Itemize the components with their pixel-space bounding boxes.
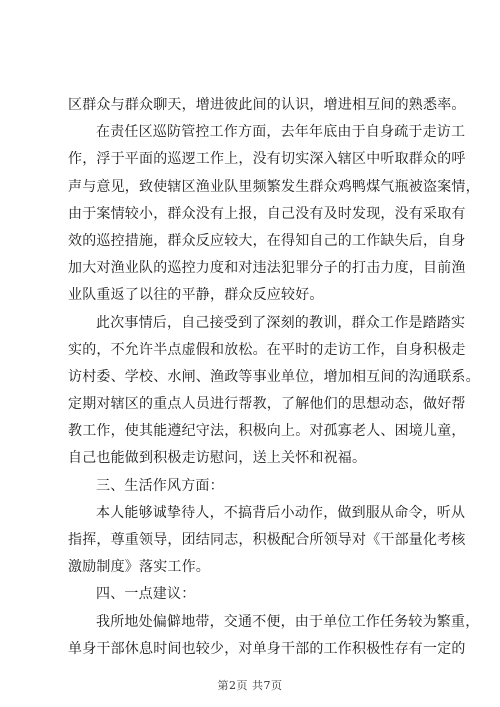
text-line: 由于案情较小，群众没有上报，自己没有及时发现，没有采取有 [68, 205, 466, 222]
text-line: 教工作，使其能遵纪守法，积极向上。对孤寡老人、困境儿童， [68, 423, 466, 440]
text-line: 我所地处偏僻地带，交通不便，由于单位工作任务较为繁重， [96, 613, 480, 630]
text-line: 激励制度》落实工作。 [68, 559, 210, 576]
section-heading: 三、生活作风方面： [96, 477, 224, 494]
text-line: 指挥，尊重领导，团结同志，积极配合所领导对《干部量化考核 [68, 532, 466, 548]
text-line: 定期对辖区的重点人员进行帮教，了解他们的思想动态，做好帮 [68, 396, 466, 413]
text-line: 区群众与群众聊天，增进彼此间的认识，增进相互间的熟悉率。 [68, 97, 466, 113]
text-line: 加大对渔业队的巡控力度和对违法犯罪分子的打击力度，目前渔 [68, 260, 466, 277]
text-line: 业队重返了以往的平静，群众反应较好。 [68, 287, 324, 304]
text-line: 在责任区巡防管控工作方面，去年年底由于自身疏于走访工 [96, 124, 466, 141]
text-line: 作，浮于平面的巡逻工作上，没有切实深入辖区中听取群众的呼 [68, 151, 466, 168]
text-line: 声与意见，致使辖区渔业队里频繁发生群众鸡鸭煤气瓶被盗案情， [68, 178, 480, 195]
text-line: 此次事情后，自己接受到了深刻的教训，群众工作是踏踏实 [96, 314, 466, 331]
text-line: 本人能够诚挚待人，不搞背后小动作，做到服从命令，听从 [96, 504, 466, 521]
section-heading: 四、一点建议： [96, 586, 196, 603]
text-line: 单身干部休息时间也较少，对单身干部的工作积极性存有一定的 [68, 640, 466, 657]
text-line: 访村委、学校、水闸、渔政等事业单位，增加相互间的沟通联系。 [68, 368, 480, 385]
page-number: 第2页 共7页 [217, 679, 283, 692]
text-line: 自己也能做到积极走访慰问，送上关怀和祝福。 [68, 450, 367, 467]
text-line: 实的，不允许半点虚假和放松。在平时的走访工作，自身积极走 [68, 341, 466, 358]
text-line: 效的巡控措施，群众反应较大，在得知自己的工作缺失后，自身 [68, 232, 466, 249]
document-body [68, 92, 480, 663]
